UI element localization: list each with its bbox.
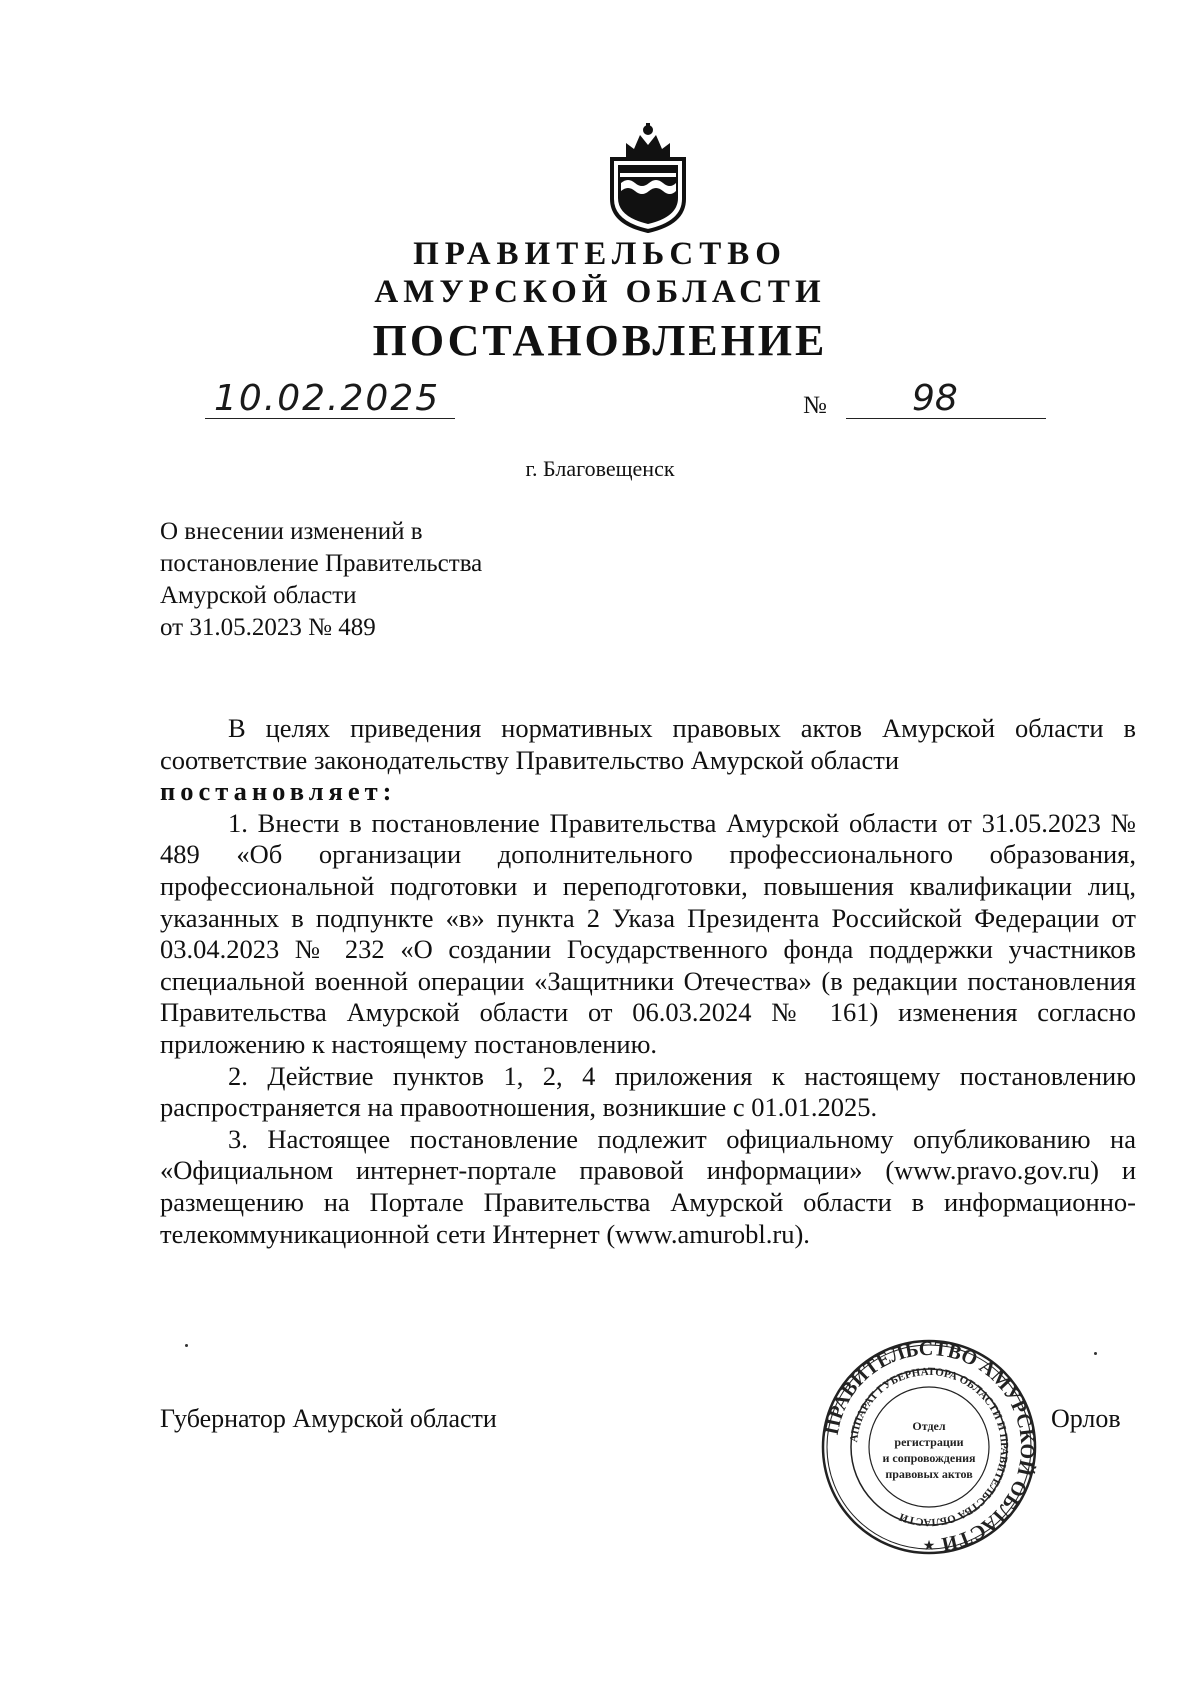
coat-of-arms-emblem	[606, 121, 690, 233]
item-2-paragraph: 2. Действие пунктов 1, 2, 4 приложения к настоящему постановлению распространяется на правоотношения, возникшие с 01.01.2025.	[160, 1060, 1136, 1123]
date-underline	[205, 418, 455, 419]
decree-word: постановляет:	[160, 776, 397, 807]
seal-star: ★	[922, 1539, 936, 1554]
seal-center-line: регистрации	[894, 1435, 964, 1449]
handwritten-date: 10.02.2025	[214, 378, 441, 419]
scan-speck	[1094, 1352, 1097, 1355]
seal-outer-text: ПРАВИТЕЛЬСТВО АМУРСКОЙ ОБЛАСТИ	[820, 1338, 1038, 1556]
number-underline	[846, 418, 1046, 419]
subject-line: от 31.05.2023 № 489	[160, 614, 376, 641]
document-type-title: ПОСТАНОВЛЕНИЕ	[372, 316, 828, 365]
seal-center-line: правовых актов	[885, 1467, 973, 1481]
handwritten-number: 98	[912, 378, 958, 419]
header-region: АМУРСКОЙ ОБЛАСТИ	[374, 274, 826, 310]
document-subject	[160, 516, 482, 644]
scan-speck	[185, 1344, 188, 1347]
seal-center-line: и сопровождения	[882, 1451, 976, 1465]
seal-center-line: Отдел	[912, 1419, 946, 1433]
city-label: г. Благовещенск	[525, 456, 675, 481]
signatory-title: Губернатор Амурской области	[160, 1404, 497, 1433]
intro-paragraph: В целях приведения нормативных правовых актов Амурской области в соответствие законодательству Правительство Амурской области	[160, 713, 1136, 775]
item-1-paragraph: 1. Внести в постановление Правительства Амурской области от 31.05.2023 № 489 «Об организации дополнительного профессионального образования, профессиональной подготовки и переподготовки, повышения квалификации лиц, указанных в подпункте «в» пункта 2 Указа Президента Российской Федерации от 03.04.2023 № 232 «О создании Государственного фонда поддержки участников специальной военной операции «Защитники Отечества» (в редакции постановления Правительства Амурской области от 06.03.2024 № 161) изменения согласно приложению к настоящему постановлению.	[160, 807, 1136, 1059]
seal-inner-text: АППАРАТ ГУБЕРНАТОРА ОБЛАСТИ И ПРАВИТЕЛЬСТВА ОБЛАСТИ	[848, 1365, 1011, 1529]
document-body	[160, 713, 1136, 1250]
subject-line: постановление Правительства	[160, 550, 483, 577]
number-sign: №	[803, 392, 827, 419]
header-government: ПРАВИТЕЛЬСТВО	[413, 236, 787, 272]
subject-line: Амурской области	[160, 582, 357, 609]
signatory-name: Орлов	[1051, 1404, 1121, 1433]
subject-line: О внесении изменений в	[160, 518, 423, 545]
official-seal-stamp	[820, 1338, 1038, 1556]
item-3-paragraph: 3. Настоящее постановление подлежит официальному опубликованию на «Официальном интернет-портале правовой информации» (www.pravo.gov.ru) и размещению на Портале Правительства Амурской области в информационно-телекоммуникационной сети Интернет (www.amurobl.ru).	[160, 1123, 1136, 1249]
